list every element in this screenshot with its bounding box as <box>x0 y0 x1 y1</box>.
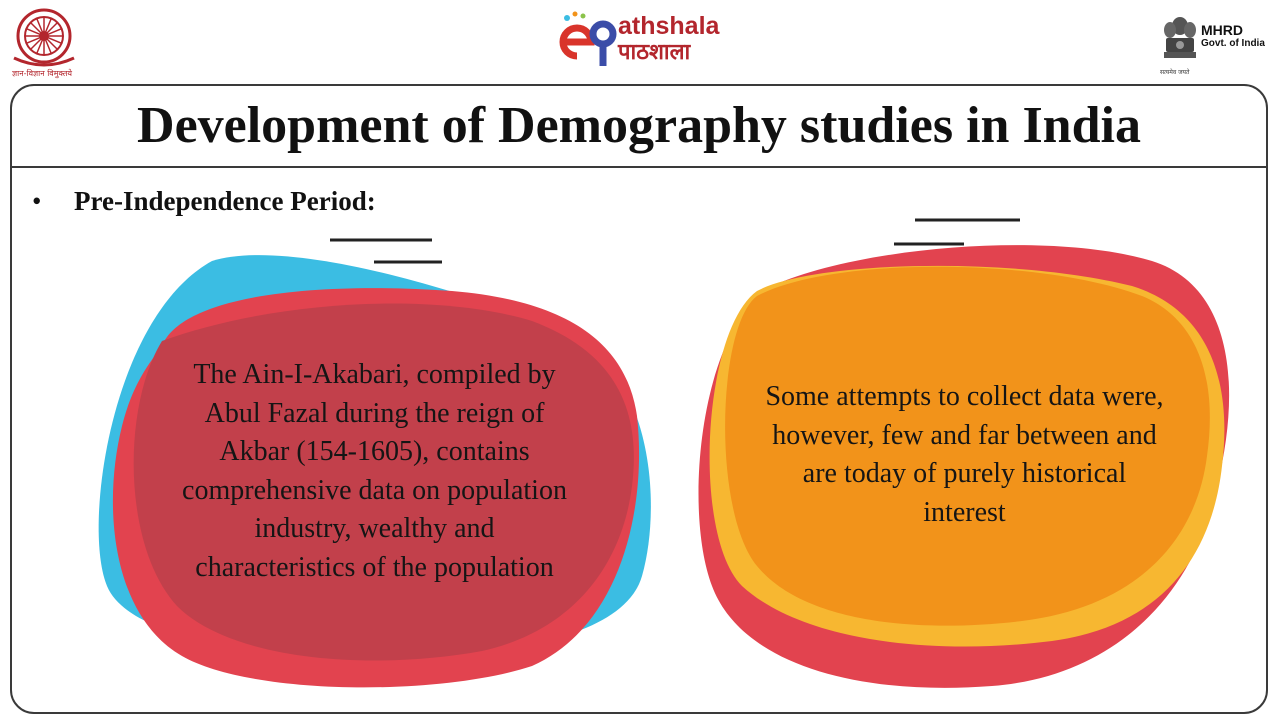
mhrd-subtitle: Govt. of India <box>1201 38 1265 49</box>
logo-text-hindi: पाठशाला <box>618 40 691 65</box>
mhrd-title: MHRD <box>1201 22 1243 38</box>
bullet-text: Pre-Independence Period: <box>74 186 376 216</box>
left-box-text: The Ain-I-Akabari, compiled by Abul Fazal during the reign of Akbar (154-1605), contains comprehensive data on population industry, wealthy and characteristics of the population <box>182 359 567 583</box>
slide-title: Development of Demography studies in India <box>137 97 1141 154</box>
bullet-dot-icon: • <box>32 186 42 216</box>
logo-text-english: athshala <box>618 12 720 40</box>
mhrd-label <box>1201 22 1265 50</box>
bullet-item <box>32 186 376 217</box>
ugc-tagline: ज्ञान-विज्ञान विमुक्तये <box>12 69 73 78</box>
emblem-motto: सत्यमेव जयते <box>1160 69 1190 76</box>
right-box-text: Some attempts to collect data were, however, few and far between and are today of purely historical interest <box>765 381 1164 528</box>
header-bar <box>0 0 1280 84</box>
slide-frame <box>10 84 1268 714</box>
national-emblem-icon <box>1160 8 1200 76</box>
